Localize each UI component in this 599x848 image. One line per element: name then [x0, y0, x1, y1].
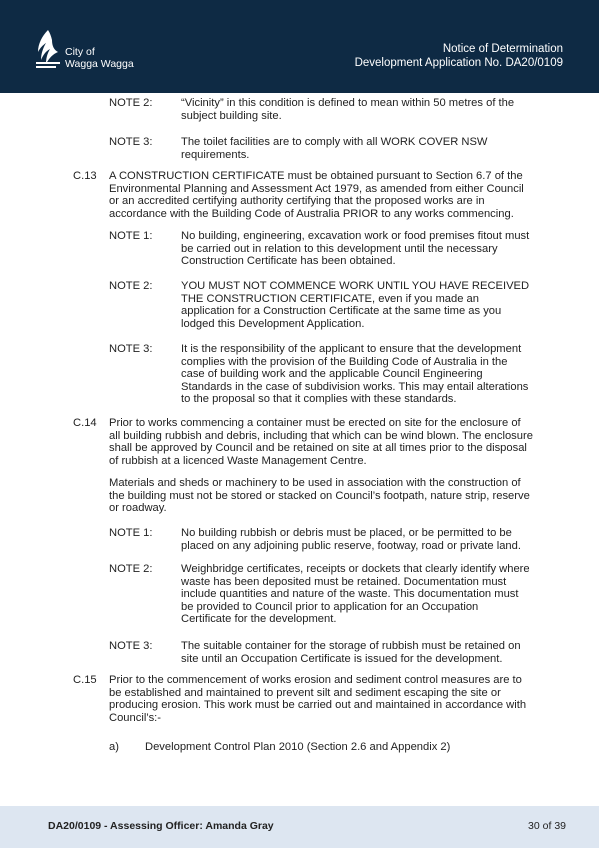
note-text: No building rubbish or debris must be placed, or be permitted to be placed on any adjoining public reserve, footway, road or private land. [181, 527, 521, 552]
condition-text: Prior to works commencing a container must be erected on site for the enclosure of all building rubbish and debris, including that which can be wind blown. The enclosure shall be approved by Council and be retained on site at all times prior to the disposal of rubbish at a licenced Waste Management Centre. [109, 417, 533, 467]
logo-text-line2: Wagga Wagga [65, 58, 134, 70]
note-label: NOTE 2: [109, 563, 153, 575]
condition-number: C.14 [73, 417, 97, 429]
note-text: YOU MUST NOT COMMENCE WORK UNTIL YOU HAVE RECEIVED THE CONSTRUCTION CERTIFICATE, even if you made an application for a Construction Certificate at the same time as you lodged this Development Application. [181, 280, 530, 330]
condition-number: C.15 [73, 674, 97, 686]
note-text: The toilet facilities are to comply with all WORK COVER NSW requirements. [181, 136, 488, 161]
condition-number: C.13 [73, 170, 97, 182]
note-label: NOTE 2: [109, 97, 153, 109]
note-text: The suitable container for the storage of rubbish must be retained on site until an Occupation Certificate is issued for the development. [181, 640, 521, 665]
list-item-label: a) [109, 741, 119, 753]
note-label: NOTE 1: [109, 230, 153, 242]
note-label: NOTE 3: [109, 343, 153, 355]
note-text: No building, engineering, excavation work or food premises fitout must be carried out in relation to this development until the necessary Construction Certificate has been obtained. [181, 230, 530, 268]
note-label: NOTE 2: [109, 280, 153, 292]
footer-officer: DA20/0109 - Assessing Officer: Amanda Gray [48, 820, 274, 832]
note-text: “Vicinity” in this condition is defined to mean within 50 metres of the subject building site. [181, 97, 515, 122]
condition-paragraph: Materials and sheds or machinery to be used in association with the construction of the building must not be stored or stacked on Council’s footpath, nature strip, reserve or roadway. [109, 477, 530, 515]
page-footer [0, 806, 599, 848]
logo-text-line1: City of [65, 46, 95, 58]
condition-text: Prior to the commencement of works erosion and sediment control measures are to be established and maintained to prevent silt and sediment escaping the site or producing erosion. This work must be carried out and maintained in accordance with Council’s:- [109, 674, 527, 724]
document-title-line1: Notice of Determination [442, 43, 563, 55]
note-label: NOTE 3: [109, 136, 153, 148]
note-label: NOTE 3: [109, 640, 153, 652]
list-item-text: Development Control Plan 2010 (Section 2.6 and Appendix 2) [145, 741, 451, 753]
note-text: It is the responsibility of the applicant to ensure that the development complies with the provision of the Building Code of Australia in the case of building work and the applicable Council Engineering Standards in the case of subdivision works. This may entail alterations to the proposal so that it complies with these standards. [181, 343, 529, 406]
condition-text: A CONSTRUCTION CERTIFICATE must be obtained pursuant to Section 6.7 of the Environmental Planning and Assessment Act 1979, as amended from either Council or an accredited certifying authority certifying that the proposed works are in accordance with the Building Code of Australia PRIOR to any works commencing. [109, 170, 524, 220]
page-number: 30 of 39 [528, 820, 566, 832]
document-title-line2: Development Application No. DA20/0109 [354, 57, 563, 69]
note-label: NOTE 1: [109, 527, 153, 539]
note-text: Weighbridge certificates, receipts or dockets that clearly identify where waste has been deposited must be retained. Documentation must include quantities and nature of the waste. This documentation must be provided to Council prior to application for an Occupation Certificate for the development. [181, 563, 530, 626]
